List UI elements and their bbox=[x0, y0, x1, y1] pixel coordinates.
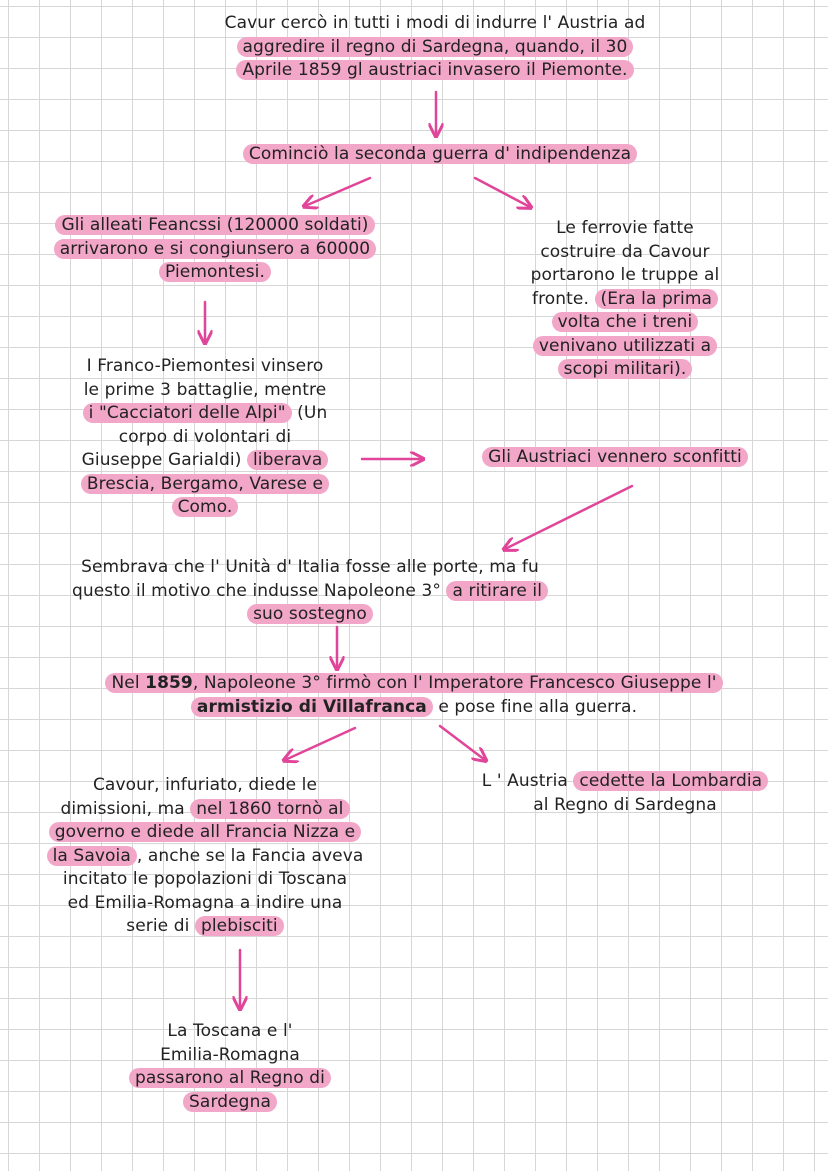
railways-line-4a: fronte. bbox=[531, 288, 595, 309]
armistice-l1a: Nel bbox=[111, 673, 146, 693]
austria-block bbox=[430, 770, 820, 817]
tuscany-block bbox=[80, 1020, 380, 1114]
cavour-line-3: governo e diede all Francia Nizza e bbox=[49, 822, 361, 842]
battles-line-2: le prime 3 battaglie, mentre bbox=[83, 379, 327, 400]
tuscany-line-4: Sardegna bbox=[183, 1092, 277, 1112]
cavour-line-2a: dimissioni, ma bbox=[60, 798, 191, 819]
allies-line-1: Gli alleati Feancssi (120000 soldati) bbox=[55, 215, 374, 235]
battles-line-7: Como. bbox=[172, 497, 239, 517]
railways-line-4b: (Era la prima bbox=[595, 289, 719, 309]
railways-line-7: scopi militari). bbox=[558, 359, 693, 379]
railways-line-6: venivano utilizzati a bbox=[533, 336, 717, 356]
austria-line-2: al Regno di Sardegna bbox=[533, 794, 717, 815]
tuscany-line-3: passarono al Regno di bbox=[129, 1068, 331, 1088]
arrow-war-to-allies bbox=[305, 178, 370, 206]
battles-block bbox=[30, 355, 380, 520]
intro-line-3: Aprile 1859 gl austriaci invasero il Piemonte. bbox=[236, 60, 633, 80]
railways-line-3: portarono le truppe al bbox=[530, 265, 720, 285]
battles-line-4: corpo di volontari di bbox=[118, 426, 292, 447]
railways-line-2: costruire da Cavour bbox=[540, 241, 710, 262]
battles-line-1: I Franco-Piemontesi vinsero bbox=[86, 356, 324, 376]
intro-line-2: aggredire il regno di Sardegna, quando, il 30 bbox=[237, 37, 634, 57]
defeat-line: Gli Austriaci vennero sconfitti bbox=[482, 447, 748, 467]
railways-block bbox=[490, 217, 760, 382]
cavour-block bbox=[0, 774, 410, 939]
allies-line-2: arrivarono e si congiunsero a 60000 bbox=[54, 239, 376, 259]
armistice-year: 1859 bbox=[145, 673, 193, 693]
intro-line-1: Cavur cercò in tutti i modi di indurre l' Austria ad bbox=[224, 13, 646, 33]
cavour-line-7a: serie di bbox=[126, 916, 195, 936]
armistice-block bbox=[14, 672, 814, 719]
arrow-war-to-railways bbox=[475, 178, 530, 207]
cavour-line-4b: , anche se la Fancia aveva bbox=[136, 845, 364, 866]
railways-line-5: volta che i treni bbox=[552, 312, 699, 332]
armistice-line-1 bbox=[105, 673, 722, 693]
cavour-line-6: ed Emilia-Romagna a indire una bbox=[67, 892, 343, 913]
intro-block bbox=[110, 12, 760, 83]
battles-line-3b: (Un bbox=[291, 403, 328, 423]
battles-line-6: Brescia, Bergamo, Varese e bbox=[81, 474, 329, 494]
battles-line-5a: Giuseppe Garialdi) bbox=[81, 450, 242, 470]
austria-line-1a: L ' Austria bbox=[481, 771, 574, 791]
unity-line-1: Sembrava che l' Unità d' Italia fosse alle porte, ma fu bbox=[81, 557, 539, 577]
arrow-armistice-to-cavour bbox=[285, 728, 355, 760]
defeat-block bbox=[425, 446, 805, 470]
armistice-l1b: , Napoleone 3° firmò con l' Imperatore Francesco Giuseppe l' bbox=[192, 673, 717, 693]
cavour-line-4a: la Savoia bbox=[47, 846, 137, 866]
armistice-line-2b: e pose fine alla guerra. bbox=[432, 696, 638, 717]
war-start-block bbox=[160, 143, 720, 167]
cavour-line-5: incitato le popolazioni di Toscana bbox=[62, 869, 348, 889]
unity-line-2b: a ritirare il bbox=[446, 581, 548, 601]
cavour-line-7b: plebisciti bbox=[195, 916, 284, 936]
unity-block bbox=[0, 556, 620, 627]
tuscany-line-1: La Toscana e l' bbox=[167, 1021, 293, 1041]
cavour-line-2b: nel 1860 tornò al bbox=[190, 799, 349, 819]
tuscany-line-2: Emilia-Romagna bbox=[160, 1044, 300, 1065]
railways-line-1: Le ferrovie fatte bbox=[556, 218, 694, 238]
armistice-treaty-name: armistizio di Villafranca bbox=[191, 697, 433, 717]
allies-block bbox=[0, 214, 430, 285]
cavour-line-1: Cavour, infuriato, diede le bbox=[92, 775, 318, 795]
unity-line-2a: questo il motivo che indusse Napoleone 3° bbox=[71, 580, 447, 601]
battles-line-5b: liberava bbox=[247, 450, 328, 470]
unity-line-3: suo sostegno bbox=[247, 604, 373, 624]
arrow-defeat-to-unity bbox=[505, 486, 632, 549]
allies-line-3: Piemontesi. bbox=[159, 262, 271, 282]
war-start-line: Cominciò la seconda guerra d' indipendenza bbox=[243, 144, 637, 164]
austria-line-1b: cedette la Lombardia bbox=[573, 771, 768, 791]
battles-line-3a: i "Cacciatori delle Alpi" bbox=[83, 403, 292, 423]
arrow-armistice-to-austria bbox=[440, 726, 485, 760]
